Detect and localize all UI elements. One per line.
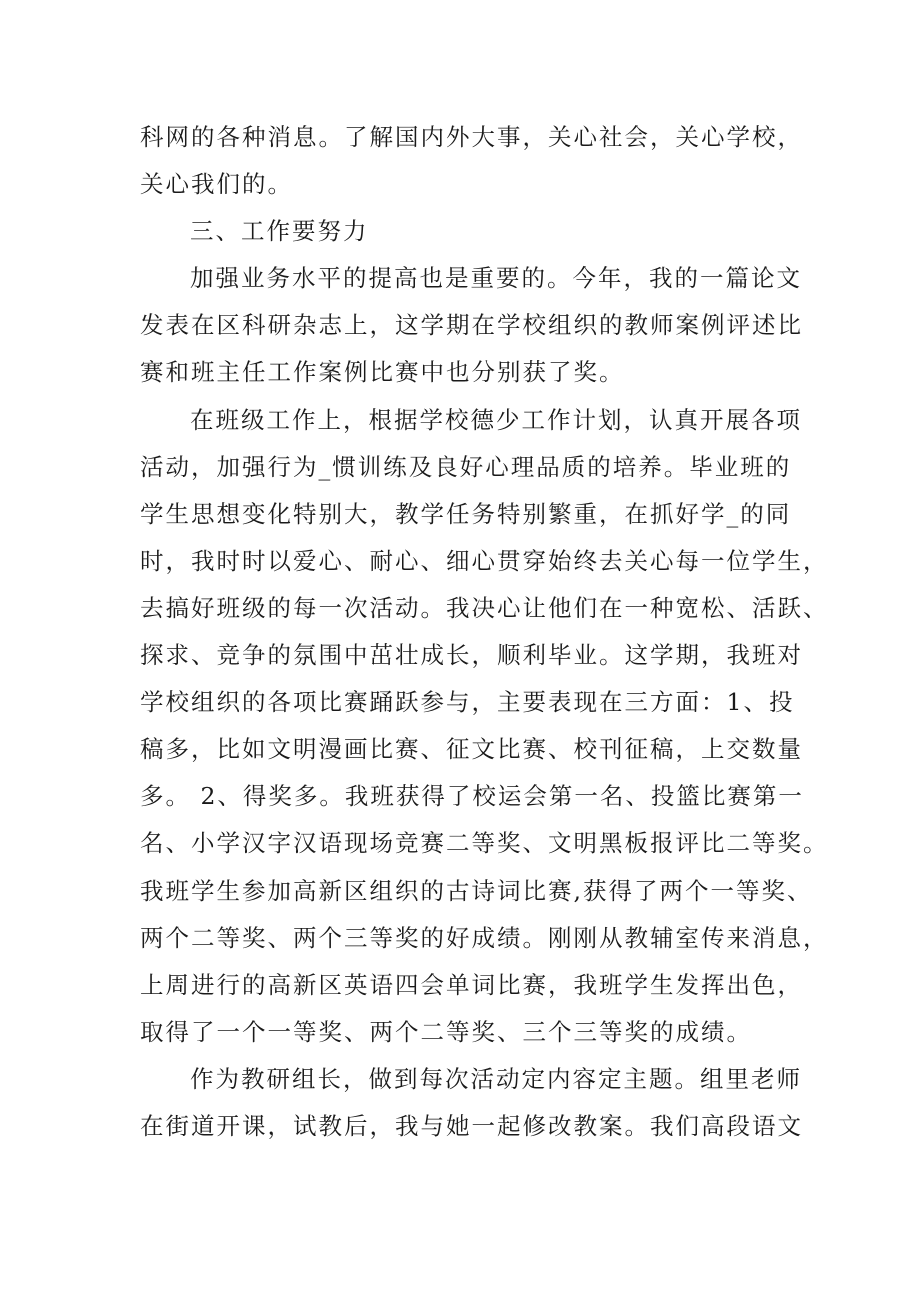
text-line: 活动，加强行为_惯训练及良好心理品质的培养。毕业班的 bbox=[140, 452, 792, 481]
text-line: 作为教研组长，做到每次活动定内容定主题。组里老师 bbox=[190, 1064, 802, 1093]
text-line: 学校组织的各项比赛踊跃参与，主要表现在三方面：1、投 bbox=[140, 688, 795, 717]
text-line: 科网的各种消息。了解国内外大事，关心社会，关心学校， bbox=[140, 123, 803, 151]
text-line: 多。 2、得奖多。我班获得了校运会第一名、投篮比赛第一 bbox=[140, 782, 804, 811]
text-line: 取得了一个一等奖、两个二等奖、三个三等奖的成绩。 bbox=[140, 1017, 752, 1046]
text-line: 去搞好班级的每一次活动。我决心让他们在一种宽松、活跃、 bbox=[140, 593, 829, 622]
text-line: 在班级工作上，根据学校德少工作计划，认真开展各项 bbox=[190, 405, 802, 434]
text-line: 发表在区科研杂志上，这学期在学校组织的教师案例评述比 bbox=[140, 311, 803, 340]
text-line: 时，我时时以爱心、耐心、细心贯穿始终去关心每一位学生， bbox=[140, 546, 829, 575]
text-line: 关心我们的。 bbox=[140, 170, 293, 199]
document-body bbox=[140, 114, 829, 1150]
text-line: 我班学生参加高新区组织的古诗词比赛,获得了两个一等奖、 bbox=[140, 876, 813, 905]
text-line: 名、小学汉字汉语现场竞赛二等奖、文明黑板报评比二等奖。 bbox=[140, 829, 829, 858]
text-line: 赛和班主任工作案例比赛中也分别获了奖。 bbox=[140, 358, 625, 387]
text-line: 稿多，比如文明漫画比赛、征文比赛、校刊征稿，上交数量 bbox=[140, 735, 803, 764]
text-line: 在街道开课，试教后，我与她一起修改教案。我们高段语文 bbox=[140, 1111, 803, 1140]
text-line: 探求、竞争的氛围中茁壮成长，顺利毕业。这学期，我班对 bbox=[140, 641, 803, 670]
text-line: 学生思想变化特别大，教学任务特别繁重，在抓好学_的同 bbox=[140, 499, 792, 528]
text-line: 三、工作要努力 bbox=[190, 217, 369, 246]
text-line: 上周进行的高新区英语四会单词比赛，我班学生发挥出色， bbox=[140, 970, 803, 999]
text-line: 两个二等奖、两个三等奖的好成绩。刚刚从教辅室传来消息， bbox=[140, 923, 829, 952]
text-line: 加强业务水平的提高也是重要的。今年，我的一篇论文 bbox=[190, 264, 802, 293]
